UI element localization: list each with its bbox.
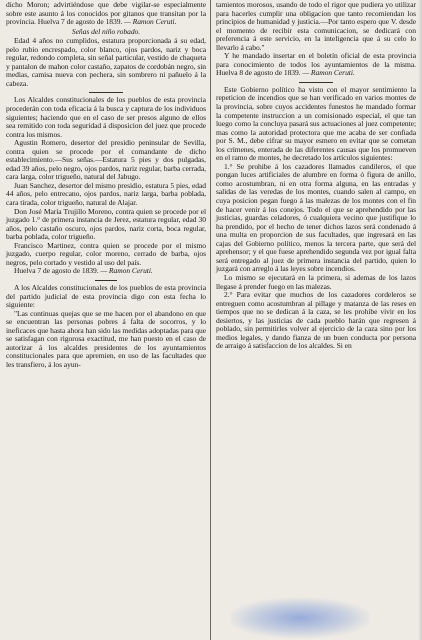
signature: — Ramon Ceruti. <box>302 68 355 78</box>
description-paragraph: Edad 4 años no cumplidos, estatura proporcionada á su edad, pelo rubio encrespado, color blanco, ojos pardos, nariz y boca regular, redondo completa, sin señal particular, vestido de chaqueta y pantalon de mahon color castaño, zapatos de cordobán negro, sin medias, camisa nueva con pechera, sin sombrero ni pañuelo á la cabeza. <box>6 36 206 88</box>
right-column <box>216 1 416 351</box>
section-divider <box>89 92 123 93</box>
page-edge-shadow <box>418 0 422 640</box>
notice-paragraph: Francisco Martinez, contra quien se procede por el mismo juzgado, cuerpo regular, color moreno, cerrado de barba, ojos negros, pelo cortado y vestido al uso del país. <box>6 240 206 267</box>
continued-paragraph: tamientos morosos, usando de todo el rigor que pudiera yo utilizar para hacerles cumplir una obligacion que tanto recomiendan los principios de humanidad y justicia.—Por tanto espero que V. desde el momento de recibir esta comunicacion, se dedicará con preferencia á este servicio, en la inteligencia que á su celo lo llevarlo á cabo." <box>216 0 416 52</box>
notice-paragraph: Este Gobierno político ha visto con el mayor sentimiento la repeticion de incendios que se han verificado en varios montes de la provincia, sobre cuyos accidentes funestos he mandado formar la competente instruccion a un comisionado especial, el que tan luego como la concluya pasará sus actuaciones al juez competente; mas como la autoridad protectora que me acaba de ser confiada por S. M., debe cifrar su mayor esmero en evitar que se cometan los crímenes, enterada de las diferentes causas que los promueven en el ramo de montes, he decretado los artículos siguientes: <box>216 84 416 163</box>
article-paragraph: 2.° Para evitar que muchos de los cazadores cordeleros se entreguen como acostumbran al pillage y matanza de las reses en tiempos que no se dedican á la caza, se les prohibe vivir en los desiertos, y las justicias de cada pueblo harán que regresen á poblado, sin permitirles volver al ejercicio de la caza sino por los medios legales, y dando fianza de un buen conducta por persona de arraigo á satisfaccion de los alcaldes. Si en <box>216 290 416 351</box>
article-paragraph: Lo mismo se ejecutará en la primera, si ademas de los lazos llegase á prender fuego en las malezas. <box>216 272 416 291</box>
notice-paragraph: Don José María Trujillo Moreno, contra quien se procede por el juzgado 1.° de primera instancia de Jerez, estatura regular, edad 30 años, pelo castaño oscuro, ojos pardos, nariz corta, boca regular, barba poblada, color trigueño. <box>6 206 206 242</box>
continued-paragraph: dicho Moron; advirtiéndose que debe vigilar-se especialmente sobre este asunto á los conocidos por gitanos que transitan por la provincia. Huelva 7 de agosto de 1839. — Ramon Ceruti. <box>6 0 206 27</box>
notice-paragraph: Agustin Romero, desertor del presidio peninsular de Sevilla, contra quien se procede por el comandante de dicho establecimiento.—Sus señas.—Estatura 5 pies y dos pulgadas, edad 39 años, pelo negro, ojos pardos, nariz regular, barba cerrada, cara larga, color trigueño, natural del Jabugo. <box>6 138 206 182</box>
section-divider <box>95 280 117 281</box>
notice-paragraph: A los Alcaldes constitucionales de los pueblos de esta provincia del partido judicial de esta provincia digo con esta fecha lo siguiente: <box>6 282 206 310</box>
section-divider <box>299 82 333 83</box>
section-heading: Señas del niño robado. <box>71 26 141 36</box>
notice-paragraph: Juan Sanchez, desertor del mismo presidio, estatura 5 pies, edad 44 años, pelo entrecano, ojos pardos, nariz larga, barba poblada, cara tirada, color trigueño, natural de Alajar. <box>6 180 206 208</box>
left-column <box>6 1 206 369</box>
signature: — Ramon Ceruti. <box>124 17 177 27</box>
signature: — Ramon Ceruti. <box>100 266 153 276</box>
notice-paragraph: Los Alcaldes constitucionales de los pueblos de esta provincia procederán con toda eficacia á la busca y captura de los individuos siguientes; haciendo que en el caso de ser presos alguno de ellos sea remitido con toda seguridad á disposicion del juez que procede contra los mismos. <box>6 95 206 139</box>
article-paragraph: 1.° Se prohibe á los cazadores llamados candileros, el que pongan luces artificiales de alumbre en forma ó figura de anillo, como acostumbran, ni en otra forma alguna, en las entradas y salidas de las veredas de los montes, cuando salen al campo, en cuya posicion pegan fuego á las malezas de los montes con el fin de hacer venir á los conejos. Todo el que se aprehendido por las justicias, guardas celadores, ó cualquiera vecino que justifique lo ha prendido, por el hecho de tener dichos lazos será condenado á una multa en proporcion de sus facultades, que ingresará en las cajas del Gobierno político, menos la tercera parte, que será del aprehensor; y el que fuese aprehendido segunda vez por igual falta será entregado al juez de primera instancia del partido, quien lo juzgará con arreglo á las leyes sobre incendios. <box>216 161 416 274</box>
column-divider <box>210 0 211 640</box>
notice-paragraph: "Las continuas quejas que se me hacen por el abandono en que se encuentran las personas pobres á falta de socorros, y lo ineficaces que hasta ahora han sido las medidas adoptadas para que se satisfagan con rigorosa exactitud, me han puesto en el caso de autorizar á los alcaldes presidentes de los ayuntamientos constitucionales para que apremien, en uso de las facultades que les transfiero, á los ayun- <box>6 308 206 369</box>
ink-stain <box>230 598 370 638</box>
date-line: Huelva 7 de agosto de 1839. — Ramon Ceruti. <box>14 266 153 276</box>
notice-paragraph: Y he mandado insertar en el boletín oficial de esta provincia para conocimiento de todos los ayuntamientos de la misma. Huelva 8 de agosto de 1839. — Ramon Ceruti. <box>216 51 416 78</box>
